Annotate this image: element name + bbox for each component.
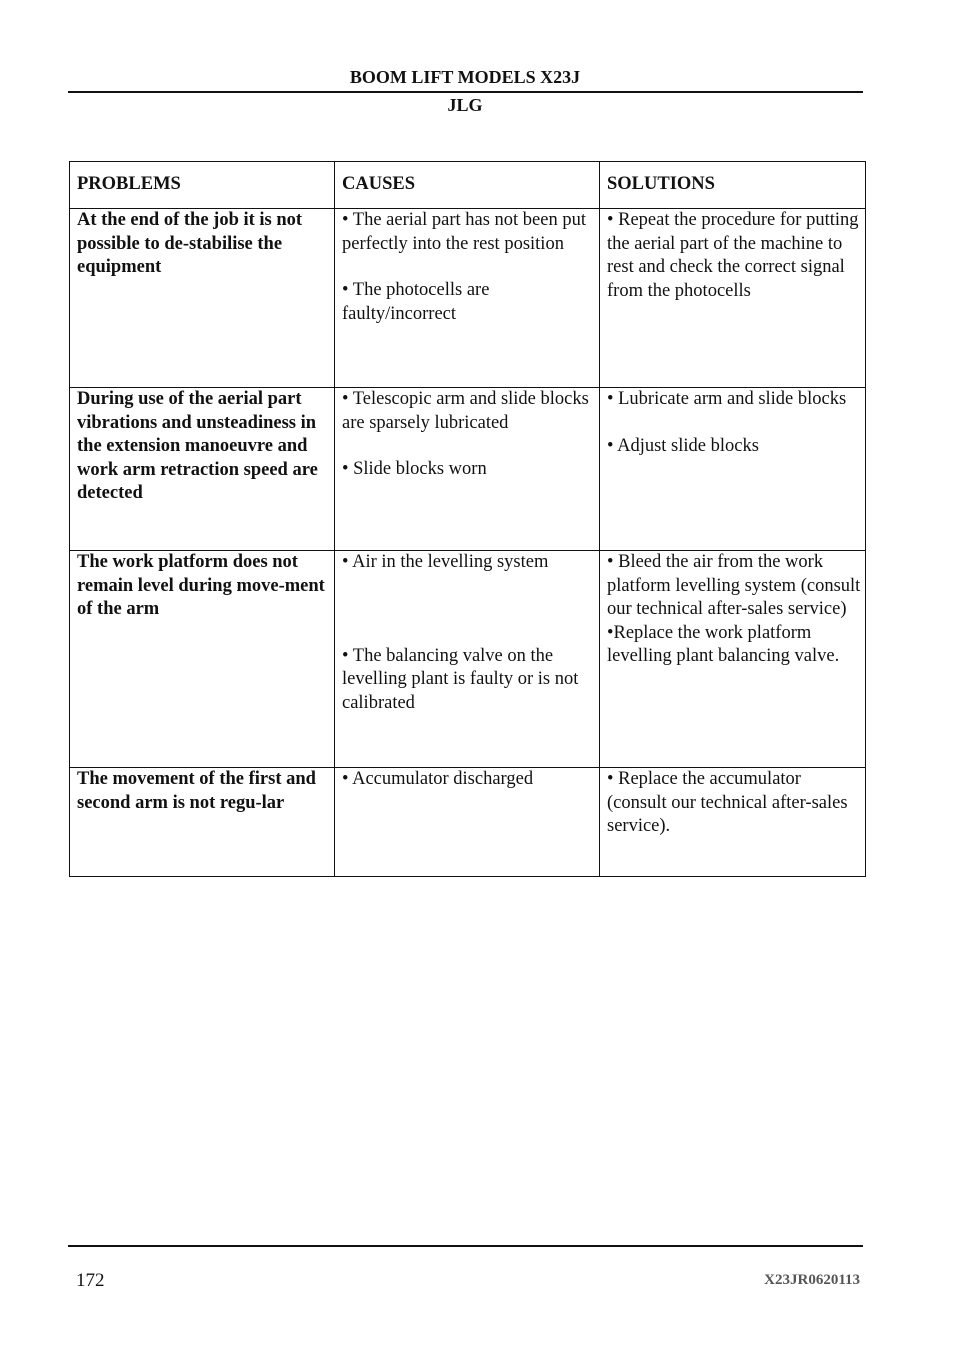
problem-cell: The movement of the first and second arm is not regu-lar: [70, 768, 335, 877]
troubleshooting-table: [69, 161, 866, 877]
cause-item: • Telescopic arm and slide blocks are sparsely lubricated: [342, 389, 589, 433]
solutions-cell: [600, 551, 866, 768]
cause-item: • Slide blocks worn: [342, 459, 487, 479]
problem-cell: At the end of the job it is not possible to de-stabilise the equipment: [70, 209, 335, 388]
causes-cell: [335, 388, 600, 551]
solution-item: • Replace the accumulator (consult our technical after-sales service).: [607, 769, 848, 836]
document-title: BOOM LIFT MODELS X23J: [349, 67, 581, 87]
footer-divider: [68, 1245, 863, 1247]
page-number: 172: [76, 1270, 105, 1291]
causes-cell: [335, 209, 600, 388]
document-code: X23JR0620113: [764, 1272, 860, 1288]
cause-item: • The photocells are faulty/incorrect: [342, 280, 490, 324]
solution-item: •Replace the work platform levelling plant balancing valve.: [607, 622, 840, 666]
problem-cell: During use of the aerial part vibrations and unsteadiness in the extension manoeuvre and work arm retraction speed are detected: [70, 388, 335, 551]
header-divider: [68, 91, 863, 93]
solutions-cell: [600, 768, 866, 877]
column-header-causes: CAUSES: [335, 162, 600, 209]
cause-item: • Air in the levelling system: [342, 552, 549, 572]
column-header-solutions: SOLUTIONS: [600, 162, 866, 209]
table-row: [70, 768, 866, 877]
causes-cell: [335, 768, 600, 877]
cause-item: • Accumulator discharged: [342, 769, 534, 789]
cause-item: • The balancing valve on the levelling plant is faulty or is not calibrated: [342, 645, 579, 713]
brand-name: JLG: [447, 95, 483, 115]
table-row: [70, 209, 866, 388]
solution-item: • Lubricate arm and slide blocks: [607, 389, 847, 409]
solution-item: • Bleed the air from the work platform levelling system (consult our technical after-sales service): [607, 552, 861, 619]
solution-item: • Adjust slide blocks: [607, 435, 759, 456]
cause-item: • The aerial part has not been put perfectly into the rest position: [342, 210, 586, 254]
causes-cell: [335, 551, 600, 768]
solutions-cell: [600, 388, 866, 551]
table-header-row: [70, 162, 866, 209]
column-header-problems: PROBLEMS: [70, 162, 335, 209]
table-row: [70, 388, 866, 551]
problem-cell: The work platform does not remain level during move-ment of the arm: [70, 551, 335, 768]
solutions-cell: [600, 209, 866, 388]
table-row: [70, 551, 866, 768]
solution-item: • Repeat the procedure for putting the aerial part of the machine to rest and check the correct signal from the photocells: [607, 210, 859, 301]
